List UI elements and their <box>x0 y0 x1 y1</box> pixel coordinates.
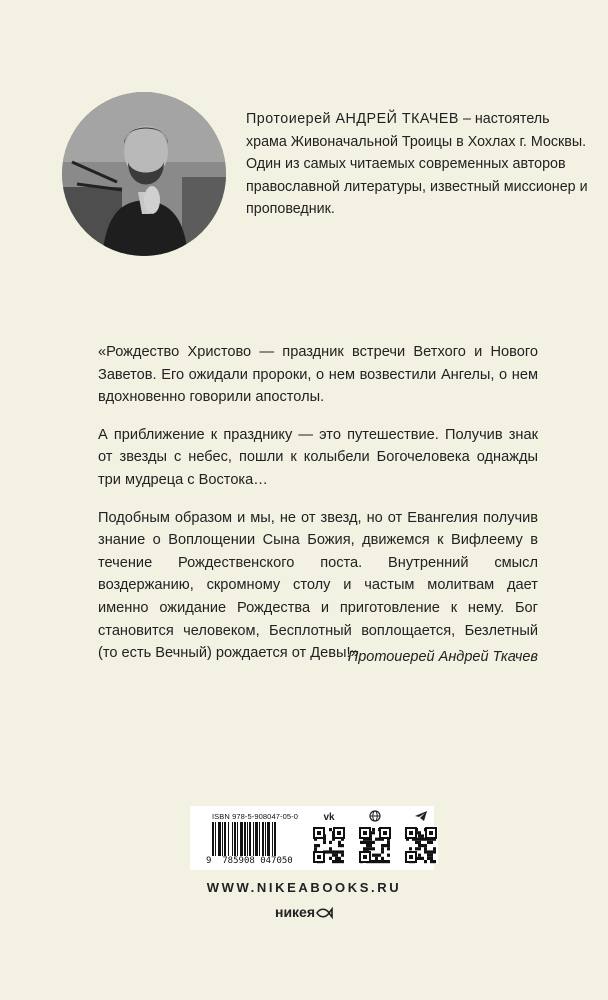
author-name: Протоиерей АНДРЕЙ ТКАЧЕВ <box>246 111 459 127</box>
publisher-logo <box>0 904 608 920</box>
ean-right: 047050 <box>260 856 293 866</box>
publisher-logo-text: никея <box>274 904 316 920</box>
author-description: – настоятель храма Живоначальной Троицы в Хохлах г. Москвы. Один из самых читаемых современных авторов православной литературы, известный миссионер и проповедник. <box>246 111 588 217</box>
web-icon <box>366 810 384 822</box>
ean-left: 785908 <box>222 856 255 866</box>
quote-paragraph: Подобным образом и мы, не от звезд, но от Евангелия получив знание о Воплощении Сына Божия, движемся к Вифлеему в течение Рождественского поста. Внутренний смысл воздержанию, скромному столу и частым молитвам дает именно ожидание Рождества и приготовление к нему. Бог становится человеком, Бесплотный воплощается, Безлетный (то есть Вечный) рождается от Девы!» <box>98 509 538 662</box>
ean-first: 9 <box>206 856 212 866</box>
vk-icon <box>320 810 338 822</box>
author-photo <box>62 92 226 256</box>
publisher-website: WWW.NIKEABOOKS.RU <box>206 880 402 895</box>
qr-code-vk-icon <box>312 826 346 864</box>
author-bio <box>246 108 591 221</box>
svg-text:vk: vk <box>323 812 335 822</box>
quote-paragraph: А приближение к празднику — это путешествие. Получив знак от звезды с небес, пошли к колыбели Богочеловека однажды три мудреца с Востока… <box>98 426 538 488</box>
ean-digits <box>206 856 293 866</box>
qr-code-web-icon <box>358 826 392 864</box>
quote-signature: Протоиерей Андрей Ткачев <box>347 649 538 665</box>
fish-logo-icon <box>315 907 333 919</box>
barcode-icon <box>210 822 300 856</box>
qr-code-telegram-icon <box>404 826 438 864</box>
telegram-icon <box>412 810 430 822</box>
isbn-text: ISBN 978-5-908047-05-0 <box>212 812 299 821</box>
quote-paragraph: «Рождество Христово — праздник встречи Ветхого и Нового Заветов. Его ожидали пророки, о нем возвестили Ангелы, о нем вдохновенно говорили апостолы. <box>98 344 538 406</box>
book-quote <box>98 341 538 680</box>
